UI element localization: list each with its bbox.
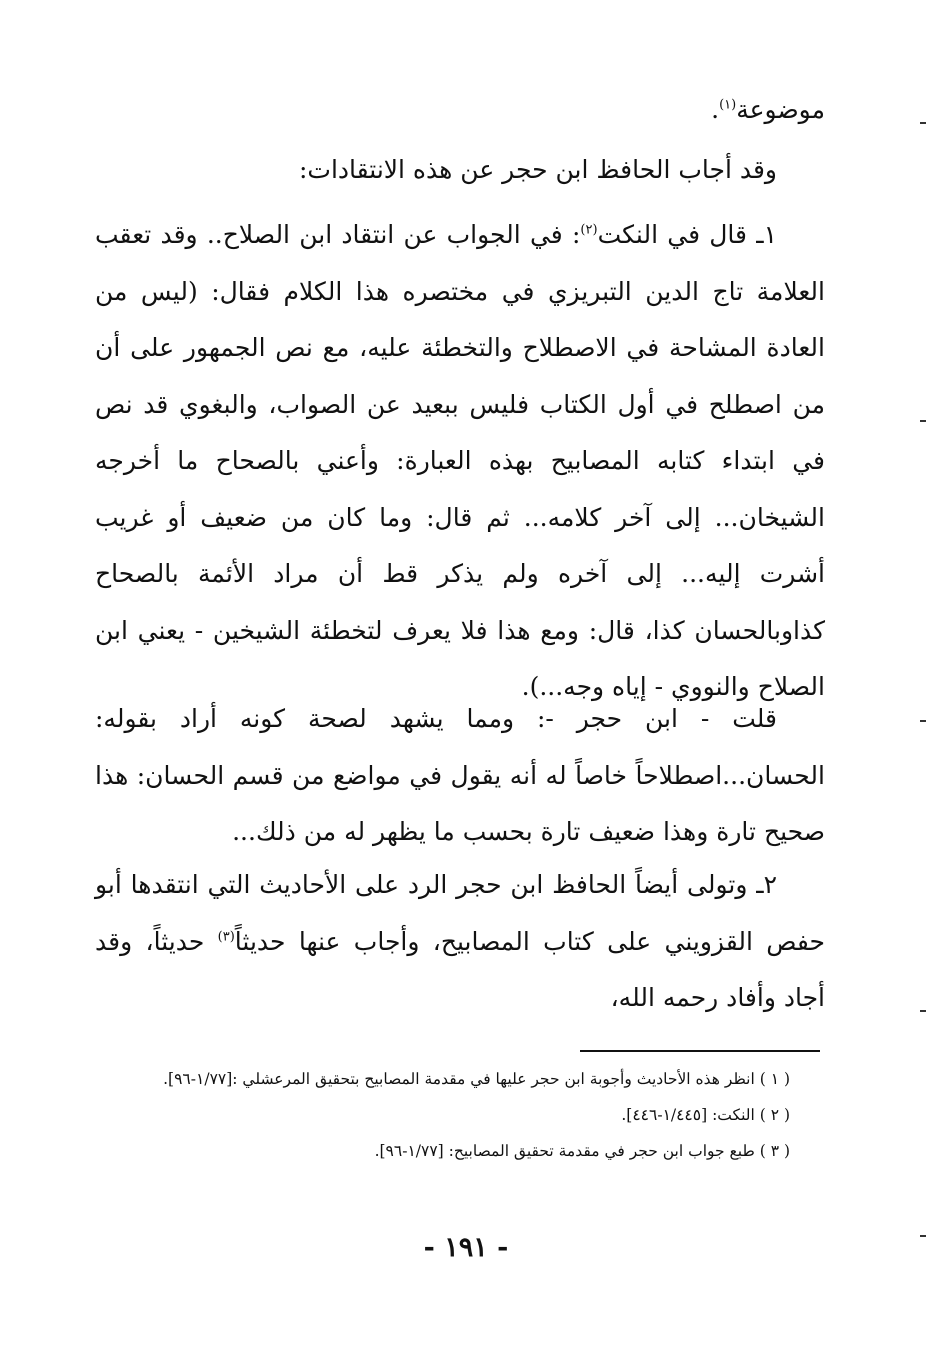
item1-start: ١ـ قال في النكت <box>597 220 777 249</box>
paragraph-item-2 <box>95 857 825 1027</box>
footnote-2: ( ٢ ) النكت: [١/٤٤٥-٤٤٦]. <box>621 1106 790 1124</box>
qultu-text: قلت - ابن حجر -: ومما يشهد لصحة كونه أراد بقوله: الحسان...اصطلاحاً خاصاً له أنه يقول في مواضع من قسم الحسان: هذا صحيح تارة وهذا ضعيف تارة بحسب ما يظهر له من ذلك... <box>95 704 825 846</box>
footnote-1: ( ١ ) انظر هذه الأحاديث وأجوبة ابن حجر عليها في مقدمة المصابيح بتحقيق المرعشلي :[١/٧٧-٩٦]. <box>163 1070 790 1088</box>
footnote-separator <box>580 1050 820 1052</box>
scan-margin-mark <box>920 122 926 124</box>
item2-start: ٢ـ وتولى أيضاً الحافظ ابن حجر الرد على الأحاديث التي انتقدها أبو حفص القزويني على كتاب المصابيح، وأجاب عنها حديثاً <box>95 870 826 956</box>
footnotes-section <box>95 1063 820 1171</box>
scan-margin-mark <box>920 720 926 722</box>
opening-end: . <box>711 95 720 124</box>
paragraph-answer-intro <box>95 142 825 199</box>
footnote-ref-3[interactable]: (٣) <box>217 929 235 945</box>
scan-margin-mark <box>920 1010 926 1012</box>
page-number: - ١٩١ - <box>423 1232 509 1263</box>
answer-intro-text: وقد أجاب الحافظ ابن حجر عن هذه الانتقادات: <box>298 155 777 184</box>
paragraph-qultu <box>95 691 825 861</box>
scan-margin-mark <box>920 1235 926 1237</box>
opening-text: موضوعة <box>736 95 825 124</box>
scan-margin-mark <box>920 420 926 422</box>
footnote-ref-1[interactable]: (١) <box>719 97 737 113</box>
footnote-3: ( ٣ ) طبع جواب ابن حجر في مقدمة تحقيق المصابيح: [١/٧٧-٩٦]. <box>374 1142 790 1160</box>
paragraph-item-1 <box>95 207 825 716</box>
opening-line <box>95 82 825 139</box>
item2-end: حديثاً، وقد أجاد وأفاد رحمه الله، <box>95 926 825 1012</box>
footnote-ref-2[interactable]: (٢) <box>580 222 598 238</box>
item1-text: : في الجواب عن انتقاد ابن الصلاح.. وقد تعقب العلامة تاج الدين التبريزي في مختصره هذا الكلام فقال: (ليس من العادة المشاحة في الاصطلاح والتخطئة عليه، مع نص الجمهور على أن من اصطلح في أول الكتاب فليس ببعيد عن الصواب، والبغوي قد نص في ابتداء كتابه المصابيح بهذه العبارة: وأعني بالصحاح ما أخرجه الشيخان... إلى آخر كلامه... ثم قال: وما كان من ضعيف أو غريب أشرت إليه... إلى آخره ولم يذكر قط أن مراد الأئمة بالصحاح كذاوبالحسان كذا، قال: ومع هذا فلا يعرف لتخطئة الشيخين - يعني ابن الصلاح والنووي - إياه وجه...). <box>95 220 826 701</box>
